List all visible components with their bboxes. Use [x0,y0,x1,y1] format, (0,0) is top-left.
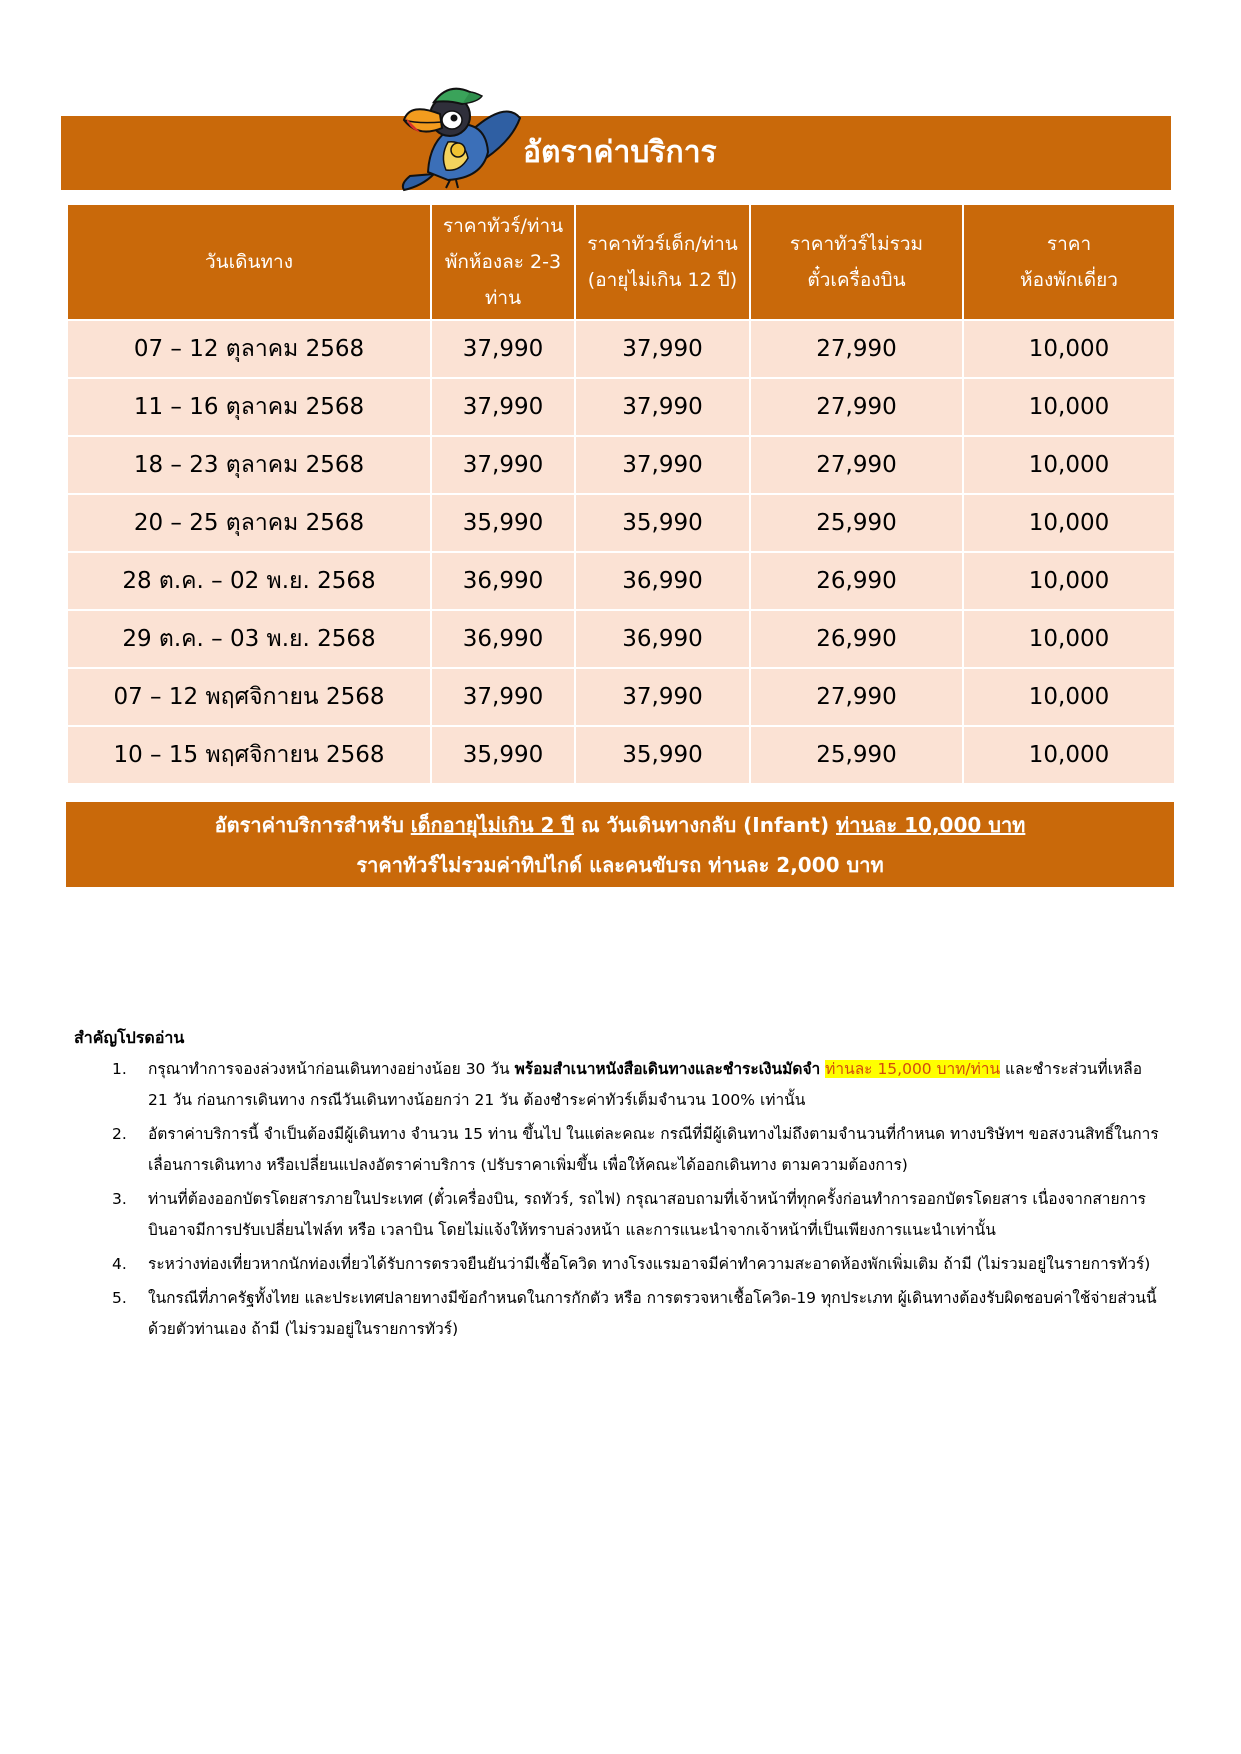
list-item: 1. กรุณาทำการจองล่วงหน้าก่อนเดินทางอย่างน้อย 30 วัน พร้อมสำเนาหนังสือเดินทางและชำระเงินมัดจำ ท่านละ 15,000 บาท/ท่าน และชำระส่วนที่เหลือ 21 วัน ก่อนการเดินทาง กรณีวันเดินทางน้อยกว่า 21 วัน ต้องชำระค่าทัวร์เต็มจำนวน 100% เท่านั้น [112,1060,1143,1109]
table-row [67,610,1175,668]
cell-travel-date: 29 ต.ค. – 03 พ.ย. 2568 [67,610,431,668]
table-row [67,320,1175,378]
table-header-row [67,204,1175,320]
cell-travel-date: 18 – 23 ตุลาคม 2568 [67,436,431,494]
cell-no-ticket-price: 26,990 [750,610,963,668]
list-item: 2. อัตราค่าบริการนี้ จำเป็นต้องมีผู้เดินทาง จำนวน 15 ท่าน ขึ้นไป ในแต่ละคณะ กรณีที่มีผู้เดินทางไม่ถึงตามจำนวนที่กำหนด ทางบริษัทฯ ขอสงวนสิทธิ์ในการเลื่อนการเดินทาง หรือเปลี่ยนแปลงอัตราค่าบริการ (ปรับราคาเพิ่มขึ้น เพื่อให้คณะได้ออกเดินทาง ตามความต้องการ) [112,1125,1159,1174]
table-row [67,436,1175,494]
cell-single-room: 10,000 [963,436,1175,494]
cell-travel-date: 07 – 12 พฤศจิกายน 2568 [67,668,431,726]
col-header-single-room: ราคา ห้องพักเดี่ยว [963,204,1175,320]
infant-rate-line: อัตราค่าบริการสำหรับ เด็กอายุไม่เกิน 2 ปี ณ วันเดินทางกลับ (Infant) ท่านละ 10,000 บาท [214,813,1026,837]
infant-tip-footer [66,802,1174,887]
notes-list [74,1054,1164,1345]
cell-travel-date: 07 – 12 ตุลาคม 2568 [67,320,431,378]
cell-no-ticket-price: 27,990 [750,378,963,436]
col-header-adult-price: ราคาทัวร์/ท่าน พักห้องละ 2-3 ท่าน [431,204,575,320]
cell-child-price: 35,990 [575,494,750,552]
list-item: 4. ระหว่างท่องเที่ยวหากนักท่องเที่ยวได้รับการตรวจยืนยันว่ามีเชื้อโควิด ทางโรงแรมอาจมีค่าทำความสะอาดห้องพักเพิ่มเติม ถ้ามี (ไม่รวมอยู่ในรายการทัวร์) [112,1255,1151,1273]
cell-child-price: 36,990 [575,610,750,668]
cell-adult-price: 36,990 [431,610,575,668]
cell-adult-price: 35,990 [431,726,575,784]
list-item: 5. ในกรณีที่ภาครัฐทั้งไทย และประเทศปลายทางมีข้อกำหนดในการกักตัว หรือ การตรวจหาเชื้อโควิด-19 ทุกประเภท ผู้เดินทางต้องรับผิดชอบค่าใช้จ่ายส่วนนี้ด้วยตัวท่านเอง ถ้ามี (ไม่รวมอยู่ในรายการทัวร์) [112,1289,1157,1338]
cell-single-room: 10,000 [963,552,1175,610]
cell-travel-date: 28 ต.ค. – 02 พ.ย. 2568 [67,552,431,610]
cell-single-room: 10,000 [963,726,1175,784]
col-header-child-price: ราคาทัวร์เด็ก/ท่าน (อายุไม่เกิน 12 ปี) [575,204,750,320]
cell-child-price: 37,990 [575,668,750,726]
cell-adult-price: 37,990 [431,436,575,494]
deposit-highlight: ท่านละ 15,000 บาท/ท่าน [825,1060,1001,1078]
cell-child-price: 37,990 [575,436,750,494]
cell-adult-price: 35,990 [431,494,575,552]
table-row [67,668,1175,726]
cell-child-price: 35,990 [575,726,750,784]
cell-child-price: 37,990 [575,320,750,378]
table-row [67,726,1175,784]
col-header-travel-date: วันเดินทาง [67,204,431,320]
table-row [67,378,1175,436]
page-title: อัตราค่าบริการ [523,135,717,170]
cell-child-price: 37,990 [575,378,750,436]
cell-single-room: 10,000 [963,378,1175,436]
list-item: 3. ท่านที่ต้องออกบัตรโดยสารภายในประเทศ (ตั๋วเครื่องบิน, รถทัวร์, รถไฟ) กรุณาสอบถามที่เจ้าหน้าที่ทุกครั้งก่อนทำการออกบัตรโดยสาร เนื่องจากสายการบินอาจมีการปรับเปลี่ยนไฟล์ท หรือ เวลาบิน โดยไม่แจ้งให้ทราบล่วงหน้า และการแนะนำจากเจ้าหน้าที่เป็นเพียงการแนะนำเท่านั้น [112,1190,1147,1239]
rates-table [66,203,1176,785]
cell-no-ticket-price: 25,990 [750,726,963,784]
cell-no-ticket-price: 27,990 [750,668,963,726]
cell-single-room: 10,000 [963,668,1175,726]
col-header-no-ticket-price: ราคาทัวร์ไม่รวม ตั๋วเครื่องบิน [750,204,963,320]
cell-adult-price: 37,990 [431,320,575,378]
important-notes [74,1024,1164,1348]
title-banner [61,116,1171,190]
notes-heading: สำคัญโปรดอ่าน [74,1028,185,1047]
cell-adult-price: 37,990 [431,378,575,436]
cell-no-ticket-price: 27,990 [750,320,963,378]
cell-no-ticket-price: 26,990 [750,552,963,610]
cell-adult-price: 37,990 [431,668,575,726]
tip-line: ราคาทัวร์ไม่รวมค่าทิปไกด์ และคนขับรถ ท่านละ 2,000 บาท [356,853,884,877]
cell-travel-date: 20 – 25 ตุลาคม 2568 [67,494,431,552]
cell-child-price: 36,990 [575,552,750,610]
cell-single-room: 10,000 [963,320,1175,378]
cell-adult-price: 36,990 [431,552,575,610]
cell-no-ticket-price: 27,990 [750,436,963,494]
cell-single-room: 10,000 [963,494,1175,552]
table-row [67,552,1175,610]
toucan-mascot-icon [400,80,530,192]
cell-no-ticket-price: 25,990 [750,494,963,552]
table-row [67,494,1175,552]
cell-travel-date: 10 – 15 พฤศจิกายน 2568 [67,726,431,784]
cell-travel-date: 11 – 16 ตุลาคม 2568 [67,378,431,436]
cell-single-room: 10,000 [963,610,1175,668]
